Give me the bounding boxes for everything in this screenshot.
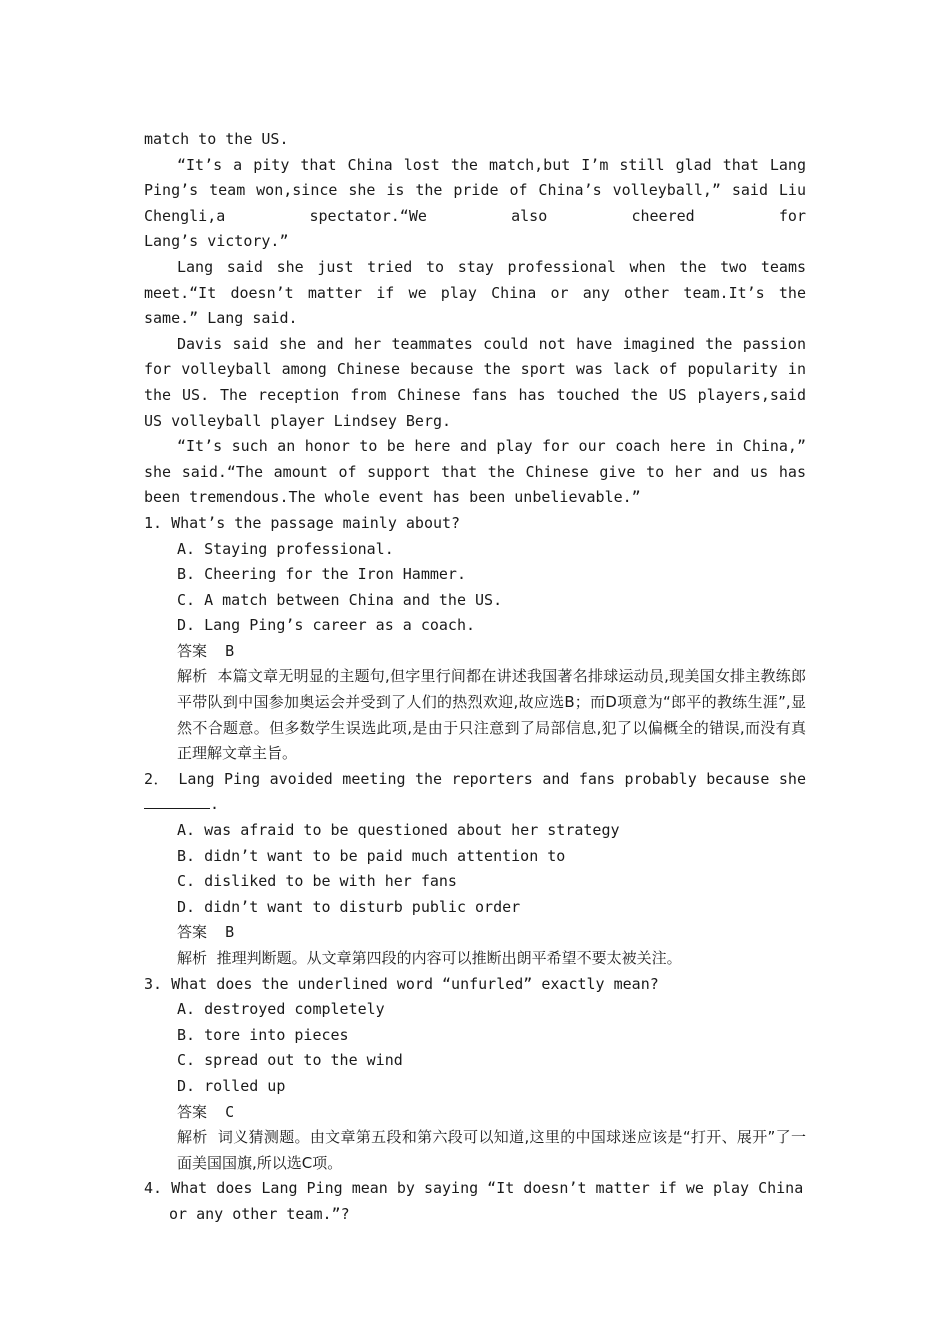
explanation <box>144 1125 806 1176</box>
passage-line: Lang’s victory.” <box>144 232 289 251</box>
option: B. didn’t want to be paid much attention to <box>177 846 566 865</box>
answer-value: B <box>225 923 235 942</box>
question-stem-end: . <box>210 795 220 814</box>
answer-label: 答案 <box>177 923 208 942</box>
answer-label: 答案 <box>177 1102 208 1121</box>
document-content <box>144 127 806 1228</box>
option: A. destroyed completely <box>177 1000 385 1019</box>
passage-paragraph: “It’s such an honor to be here and play for our coach here in China,” she said.“The amount of support that the Chinese give to her and us has been tremendous.The whole event has been unbelievable.” <box>144 437 806 507</box>
option: A. was afraid to be questioned about her strategy <box>177 821 620 840</box>
explanation-text: 推理判断题。从文章第四段的内容可以推断出朗平希望不要太被关注。 <box>216 949 682 967</box>
question-stem: 4. What does Lang Ping mean by saying “It doesn’t matter if we play China or any other team.”? <box>144 1179 804 1223</box>
explanation-label: 解析 <box>177 949 208 967</box>
answer-value: B <box>225 641 235 660</box>
question-blank-line <box>144 792 806 818</box>
explanation-text: 本篇文章无明显的主题句,但字里行间都在讲述我国著名排球运动员,现美国女排主教练郎平带队到中国参加奥运会并受到了人们的热烈欢迎,故应选B；而D项意为“郎平的教练生涯”,显然不合题意。但多数学生误选此项,是由于只注意到了局部信息,犯了以偏概全的错误,而没有真正理解文章主旨。 <box>177 667 806 763</box>
explanation-text: 词义猜测题。由文章第五段和第六段可以知道,这里的中国球迷应该是“打开、展开”了一面美国国旗,所以选C项。 <box>177 1128 806 1172</box>
answer-blank <box>144 794 210 809</box>
answer-value: C <box>225 1102 235 1121</box>
option: D. rolled up <box>177 1076 286 1095</box>
question-stem: 2． Lang Ping avoided meeting the reporters and fans probably because she <box>144 769 806 788</box>
explanation-label: 解析 <box>177 667 208 686</box>
answer-line <box>144 1100 806 1126</box>
passage-paragraph: Davis said she and her teammates could not have imagined the passion for volleyball among Chinese because the sport was lack of popularity in the US. The reception from Chinese fans has touched the US players,said US volleyball player Lindsey Berg. <box>144 334 806 430</box>
passage-line: match to the US. <box>144 130 289 148</box>
question-stem: 1. What’s the passage mainly about? <box>144 513 461 532</box>
option: D. Lang Ping’s career as a coach. <box>177 616 476 635</box>
answer-line <box>144 920 806 946</box>
answer-label: 答案 <box>177 641 208 660</box>
option: C. A match between China and the US. <box>177 590 503 609</box>
option: D. didn’t want to disturb public order <box>177 897 521 916</box>
option: C. disliked to be with her fans <box>177 872 457 891</box>
option: C. spread out to the wind <box>177 1051 403 1070</box>
question-stem: 3. What does the underlined word “unfurled” exactly mean? <box>144 974 659 993</box>
explanation <box>144 664 806 766</box>
answer-line <box>144 639 806 665</box>
option: A. Staying professional. <box>177 539 394 558</box>
option: B. Cheering for the Iron Hammer. <box>177 565 466 584</box>
explanation-label: 解析 <box>177 1128 208 1147</box>
passage-paragraph: Lang said she just tried to stay professional when the two teams meet.“It doesn’t matter if we play China or any other team.It’s the same.” Lang said. <box>144 257 806 328</box>
explanation <box>144 946 806 972</box>
option: B. tore into pieces <box>177 1025 349 1044</box>
passage-paragraph: “It’s a pity that China lost the match,but I’m still glad that Lang Ping’s team won,since she is the pride of China’s volleyball,” said Liu Chengli,a spectator.“We also cheered for <box>144 155 806 225</box>
